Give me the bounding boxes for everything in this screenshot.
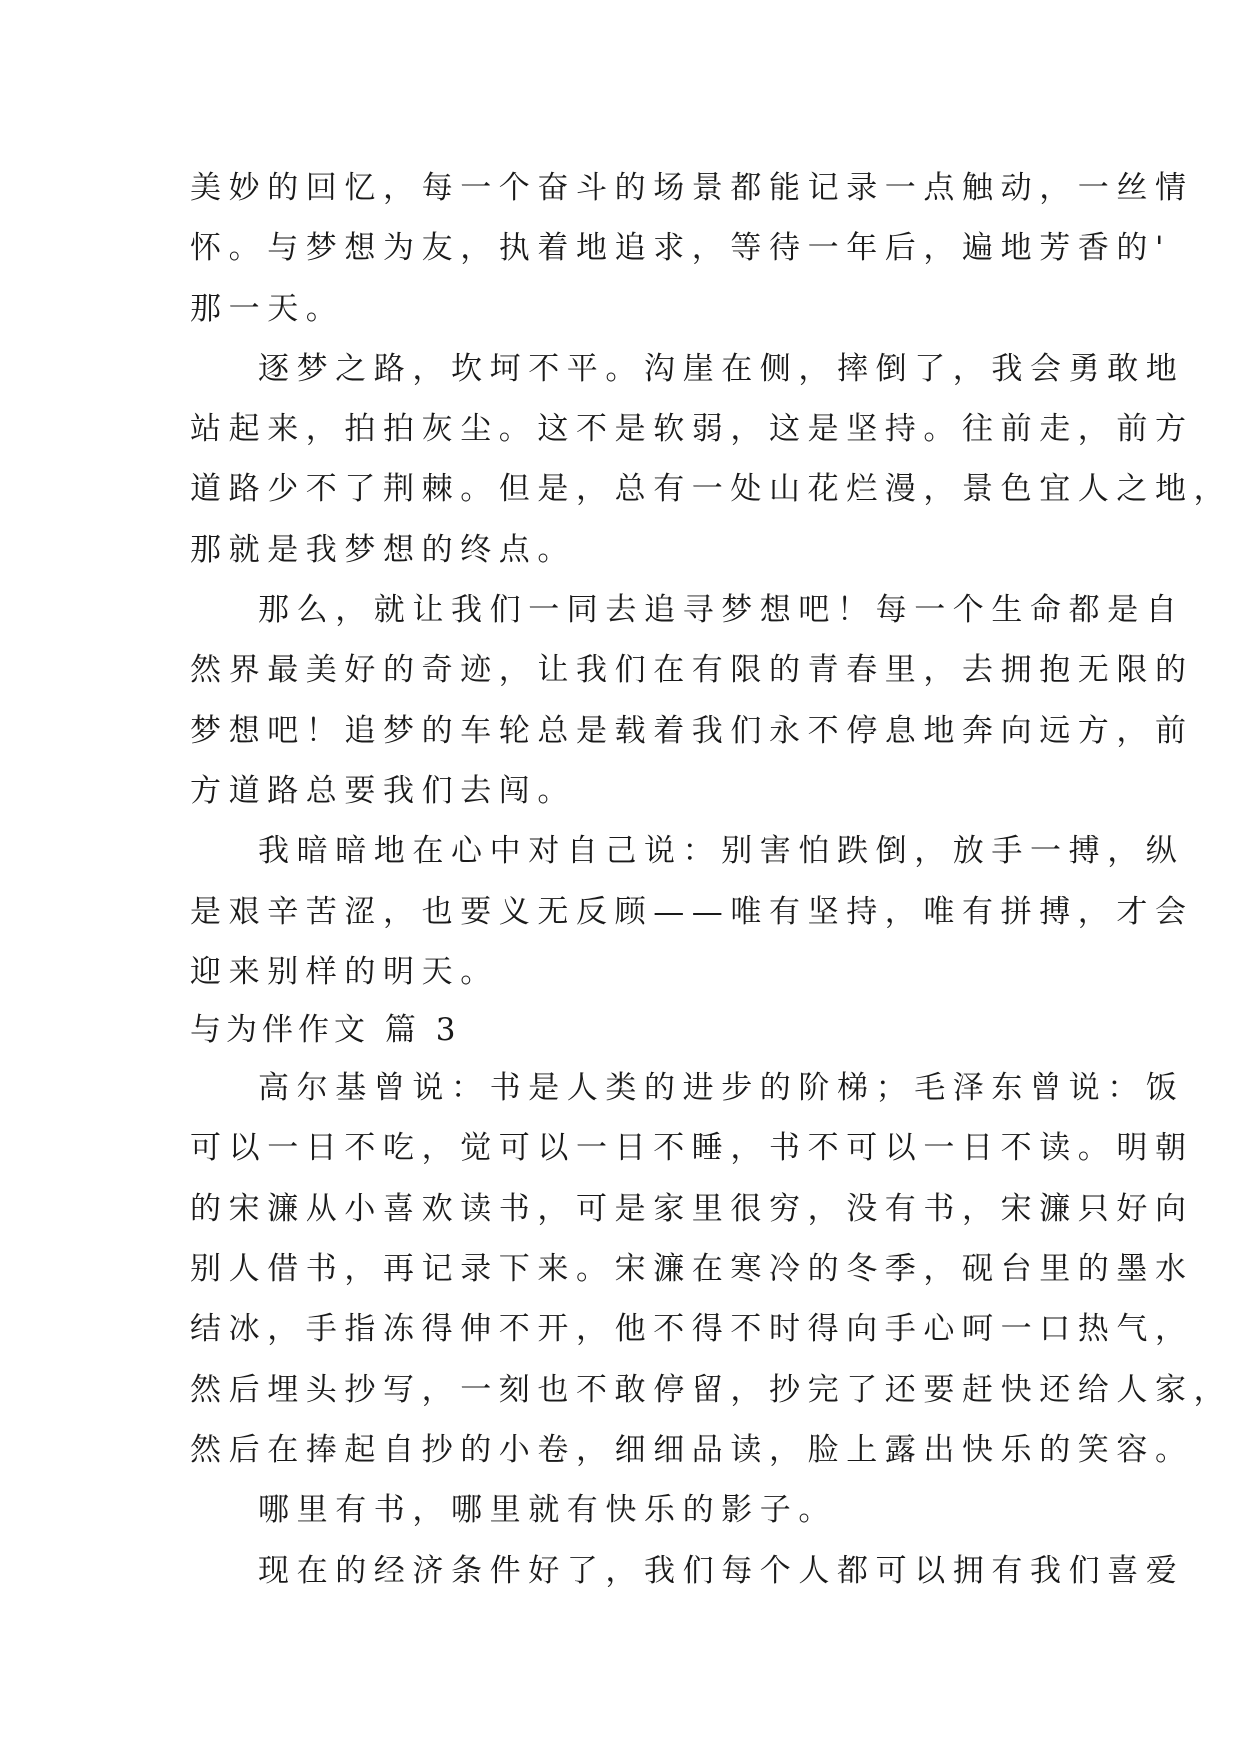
paragraph-line: 哪里有书，哪里就有快乐的影子。	[258, 1492, 837, 1529]
paragraph-line: 那么，就让我们一同去追寻梦想吧！每一个生命都是自	[258, 592, 1185, 629]
paragraph-line: 美妙的回忆，每一个奋斗的场景都能记录一点触动，一丝情	[190, 170, 1194, 206]
paragraph-line: 站起来，拍拍灰尘。这不是软弱，这是坚持。往前走，前方	[190, 411, 1194, 448]
paragraph-line: 结冰，手指冻得伸不开，他不得不时得向手心呵一口热气，	[190, 1311, 1194, 1348]
paragraph-line: 我暗暗地在心中对自己说：别害怕跌倒，放手一搏，纵	[258, 833, 1185, 870]
paragraph-line: 梦想吧！追梦的车轮总是载着我们永不停息地奔向远方，前	[190, 712, 1194, 749]
document-body	[190, 158, 1233, 1601]
section-heading: 与为伴作文 篇 3	[190, 1012, 461, 1049]
paragraph-line: 怀。与梦想为友，执着地追求，等待一年后，遍地芳香的'	[190, 230, 1172, 267]
paragraph-line: 现在的经济条件好了，我们每个人都可以拥有我们喜爱	[258, 1552, 1185, 1589]
paragraph-line: 方道路总要我们去闯。	[190, 772, 576, 809]
paragraph-line: 逐梦之路，坎坷不平。沟崖在侧，摔倒了，我会勇敢地	[258, 350, 1185, 387]
paragraph-line: 那就是我梦想的终点。	[190, 531, 576, 568]
paragraph-line: 可以一日不吃，觉可以一日不睡，书不可以一日不读。明朝	[190, 1130, 1194, 1167]
paragraph-line: 道路少不了荆棘。但是，总有一处山花烂漫，景色宜人之地，	[190, 471, 1233, 508]
paragraph-line: 然界最美好的奇迹，让我们在有限的青春里，去拥抱无限的	[190, 652, 1194, 689]
paragraph-line: 是艰辛苦涩，也要义无反顾——唯有坚持，唯有拼搏，才会	[190, 893, 1194, 930]
paragraph-line: 那一天。	[190, 290, 345, 327]
paragraph-line: 别人借书，再记录下来。宋濂在寒冷的冬季，砚台里的墨水	[190, 1251, 1194, 1288]
paragraph-line: 迎来别样的明天。	[190, 953, 499, 990]
paragraph-line: 的宋濂从小喜欢读书，可是家里很穷，没有书，宋濂只好向	[190, 1190, 1194, 1227]
paragraph-line: 然后埋头抄写，一刻也不敢停留，抄完了还要赶快还给人家，	[190, 1371, 1233, 1408]
paragraph-line: 高尔基曾说：书是人类的进步的阶梯；毛泽东曾说：饭	[258, 1070, 1185, 1107]
paragraph-line: 然后在捧起自抄的小卷，细细品读，脸上露出快乐的笑容。	[190, 1431, 1194, 1468]
